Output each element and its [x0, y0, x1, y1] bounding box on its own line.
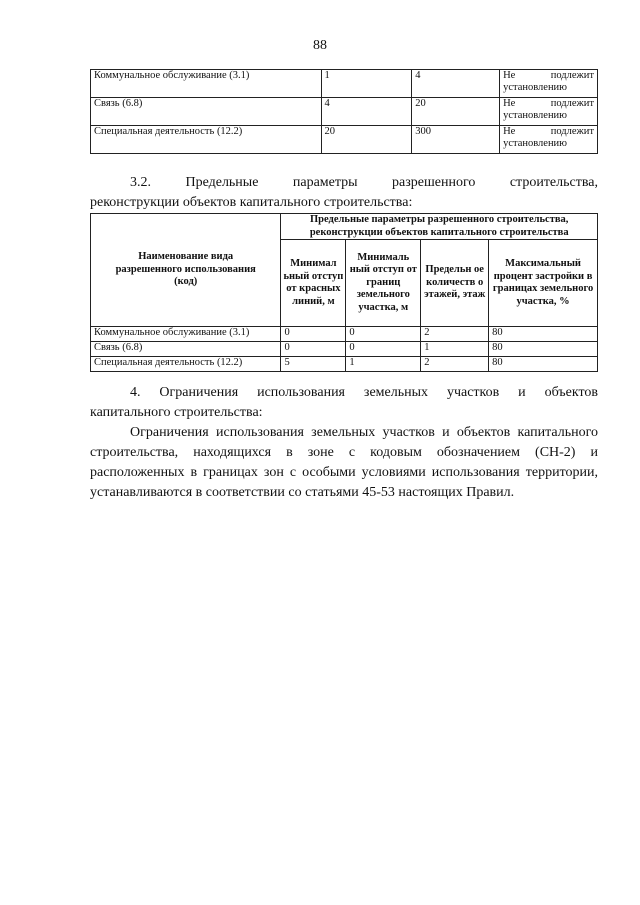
- table-row: [91, 98, 598, 126]
- use-type-cell: Коммунальное обслуживание (3.1): [91, 327, 281, 342]
- section-4-heading-line2: капитального строительства:: [90, 405, 263, 420]
- header-max-floors: Предельн ое количеств о этажей, этаж: [421, 240, 489, 327]
- section-4-heading-line1: 4. Ограничения использования земельных участков и объектов: [130, 385, 598, 400]
- value-cell: 300: [412, 126, 500, 154]
- value-cell: 4: [412, 70, 500, 98]
- value-cell: 0: [281, 342, 346, 357]
- value-cell: 0: [281, 327, 346, 342]
- header-max-building-coverage: Максимальный процент застройки в границах земельного участка, %: [489, 240, 598, 327]
- use-type-cell: Специальная деятельность (12.2): [91, 126, 322, 154]
- header-parameters-group: Предельные параметры разрешенного строительства, реконструкции объектов капитального строительства: [281, 214, 598, 240]
- value-cell: 2: [421, 327, 489, 342]
- table-row: [91, 342, 598, 357]
- page-number: 88: [313, 38, 327, 53]
- note-cell: Не подлежит установлению: [500, 70, 598, 98]
- section-3-2-heading: [90, 173, 598, 213]
- value-cell: 4: [321, 98, 412, 126]
- header-min-setback-red-lines: Минимал ьный отступ от красных линий, м: [281, 240, 346, 327]
- value-cell: 80: [489, 357, 598, 372]
- value-cell: 2: [421, 357, 489, 372]
- use-type-cell: Специальная деятельность (12.2): [91, 357, 281, 372]
- use-type-cell: Связь (6.8): [91, 342, 281, 357]
- header-use-type: Наименование вида разрешенного использования (код): [91, 214, 281, 327]
- value-cell: 1: [321, 70, 412, 98]
- building-parameters-table: [90, 213, 598, 372]
- header-min-setback-plot-boundary: Минималь ный отступ от границ земельного участка, м: [346, 240, 421, 327]
- section-4-body-text: Ограничения использования земельных участков и объектов капитального строительства, находящихся в зоне с кодовым обозначением (СН-2) и расположенных в границах зон с особыми условиями использования территории, устанавливаются в соответствии со статьями 45-53 настоящих Правил.: [90, 425, 598, 500]
- value-cell: 5: [281, 357, 346, 372]
- value-cell: 20: [321, 126, 412, 154]
- table-row: [91, 357, 598, 372]
- value-cell: 80: [489, 342, 598, 357]
- use-type-cell: Связь (6.8): [91, 98, 322, 126]
- table-row: [91, 70, 598, 98]
- section-3-2-line1: 3.2. Предельные параметры разрешенного строительства,: [130, 175, 598, 190]
- note-cell: Не подлежит установлению: [500, 126, 598, 154]
- section-4-heading: [90, 383, 598, 423]
- note-cell: Не подлежит установлению: [500, 98, 598, 126]
- value-cell: 1: [346, 357, 421, 372]
- value-cell: 0: [346, 342, 421, 357]
- section-3-2-line2: реконструкции объектов капитального строительства:: [90, 195, 413, 210]
- value-cell: 20: [412, 98, 500, 126]
- value-cell: 80: [489, 327, 598, 342]
- zoning-parameters-table-continued: [90, 69, 598, 154]
- table-row: [91, 327, 598, 342]
- section-4-body: [90, 423, 598, 503]
- use-type-cell: Коммунальное обслуживание (3.1): [91, 70, 322, 98]
- value-cell: 0: [346, 327, 421, 342]
- value-cell: 1: [421, 342, 489, 357]
- table-row: [91, 126, 598, 154]
